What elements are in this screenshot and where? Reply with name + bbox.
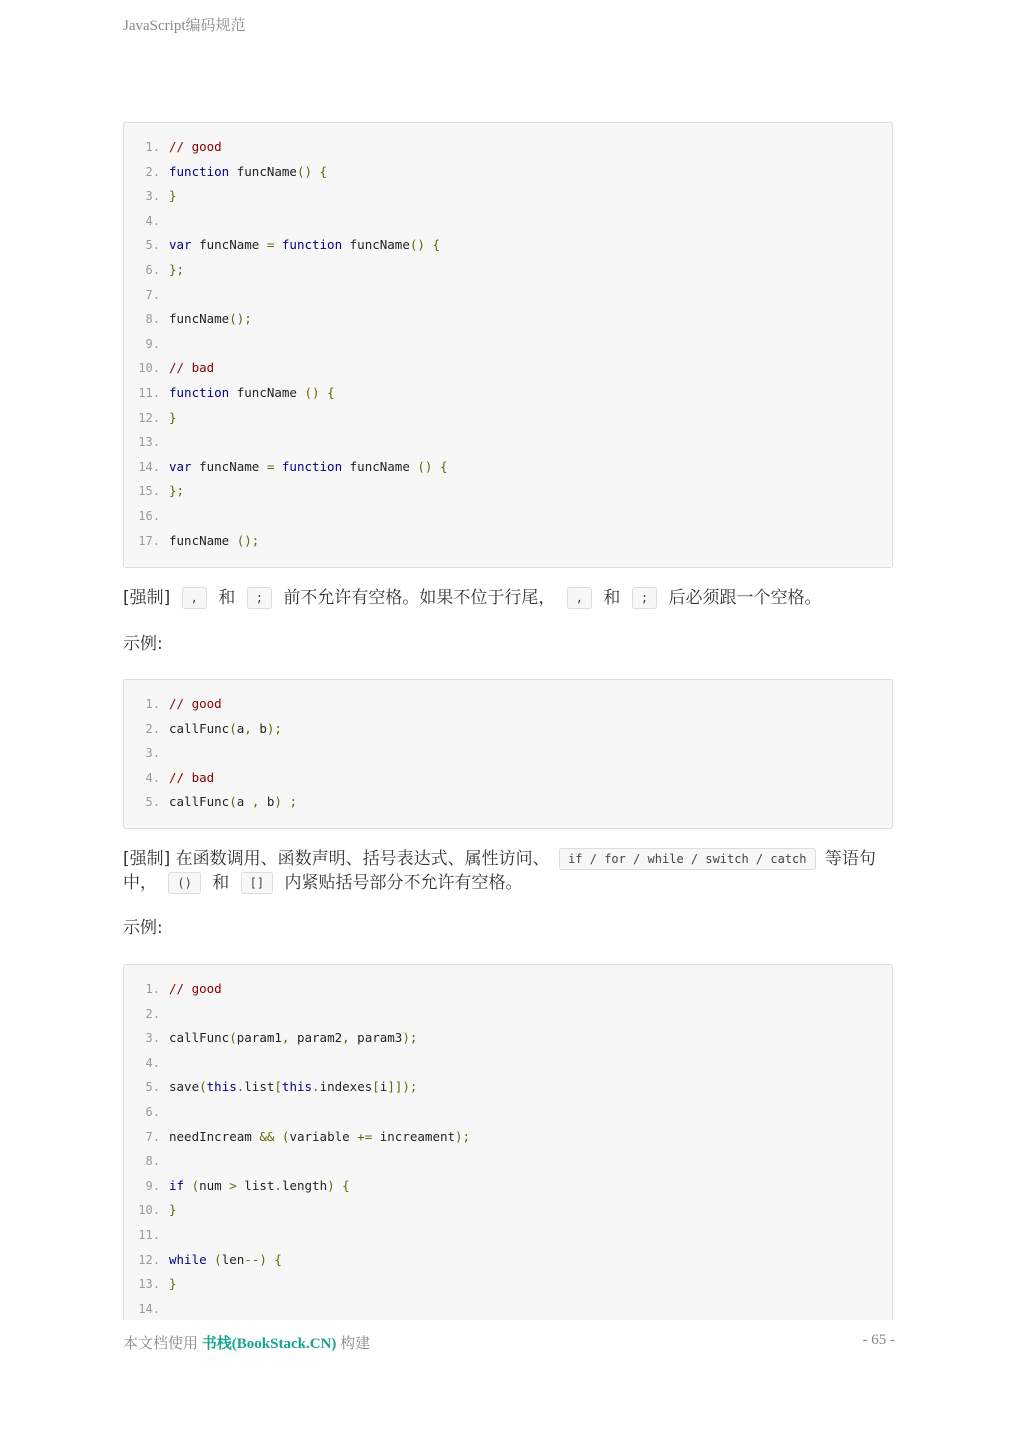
code-line [124,1248,892,1273]
code-token: var [169,458,192,474]
line-number: 12. [138,410,160,425]
code-token: ); [402,1030,418,1046]
code-token: function [169,163,230,179]
code-token [184,1178,192,1193]
code-text [169,455,448,480]
code-text [169,529,259,554]
rule-text: 在函数调用、函数声明、括号表达式、属性访问、 [175,849,550,869]
code-token: } [169,188,177,204]
code-token: b [251,720,267,736]
code-token: num [199,1177,230,1193]
code-line [124,209,892,234]
code-token: // good [169,139,222,154]
code-token: && [259,1128,275,1144]
code-block [123,964,893,1320]
code-token: , [251,794,260,810]
code-token: () [409,237,425,253]
line-number: 5. [145,1080,160,1095]
code-token: += [357,1128,373,1144]
code-token: callFunc [169,720,230,736]
code-line [124,332,892,357]
code-line [124,1002,892,1027]
line-number: 8. [145,312,160,327]
code-token: (); [236,532,260,548]
code-token: . [312,1079,320,1095]
code-token: }; [169,483,185,499]
line-number: 16. [138,508,160,523]
code-text [169,356,214,381]
code-line [124,977,892,1002]
rule-tag: [强制] [123,588,171,608]
example-label: 示例: [123,918,163,938]
code-line [124,1026,892,1051]
code-token [432,459,440,474]
code-token: ) [274,794,282,810]
code-token: funcName [169,532,237,548]
code-token: param1 [236,1030,282,1046]
code-token: } [169,1276,177,1292]
line-number: 4. [145,213,160,228]
code-line [124,692,892,717]
code-token: , [244,720,252,736]
line-number: 11. [138,385,160,400]
code-token: function [281,458,343,474]
code-token: this [281,1079,313,1095]
code-token: ( [199,1079,207,1095]
inline-code: ; [632,587,657,609]
code-line [124,479,892,504]
inline-code: () [168,872,200,894]
code-token: funcName [342,237,410,253]
line-number: 3. [145,189,160,204]
code-line [124,455,892,480]
line-number: 6. [145,1104,160,1119]
code-token: }; [169,261,185,277]
code-token: { [327,384,335,400]
line-number: 1. [145,982,160,996]
code-text [169,766,214,791]
code-token: callFunc [169,1030,230,1046]
code-token: if [169,1177,185,1193]
code-text [169,1075,417,1100]
rule-text: 内紧贴括号部分不允许有空格。 [284,873,523,893]
page-header-title: JavaScript编码规范 [123,18,246,34]
conjunction-text: 和 [212,873,230,893]
code-token: a [236,720,245,736]
inline-code: , [567,587,592,609]
code-token: list [244,1079,275,1095]
code-line [124,790,892,815]
rule-text: 后必须跟一个空格。 [668,588,822,608]
code-token: // bad [169,360,215,376]
line-number: 14. [138,1301,160,1316]
code-token: save [169,1079,200,1095]
code-line [124,233,892,258]
code-token: var [169,237,192,253]
code-token: () [296,163,313,179]
inline-code: if / for / while / switch / catch [559,848,815,870]
code-token: ); [266,720,282,736]
code-token: funcName [229,163,297,179]
code-text [169,1125,470,1150]
code-token: { [439,458,448,474]
line-number: 14. [138,459,160,474]
code-text [169,1248,282,1273]
code-line [124,766,892,791]
code-token: ); [455,1128,471,1144]
code-token: , [281,1030,290,1046]
code-token: () [417,458,433,474]
code-token: (); [229,311,252,327]
code-text [169,1026,417,1051]
line-number: 10. [138,1203,160,1218]
code-text [169,184,177,209]
code-token: // bad [169,769,215,785]
code-token: funcName [191,458,267,474]
code-token: () [304,384,320,400]
code-token: } [169,409,177,425]
code-token: len [221,1251,245,1267]
line-number: 17. [138,533,160,548]
code-token: while [169,1251,207,1267]
code-token: ( [229,1030,237,1046]
code-token: funcName [191,237,267,253]
code-token: param2 [289,1030,343,1046]
code-text [169,479,184,504]
code-line [124,1272,892,1297]
code-token: funcName [229,384,305,400]
footer-credit [123,1332,370,1353]
code-token: --) [244,1251,267,1267]
code-token: this [206,1079,237,1095]
code-line [124,283,892,308]
code-token [274,1129,282,1144]
code-token: { [342,1177,350,1193]
code-token: , [342,1030,350,1046]
code-block [123,679,893,829]
code-line [124,1051,892,1076]
code-token: list [236,1177,275,1193]
code-text [169,1198,177,1223]
code-line [124,258,892,283]
code-token: ( [191,1177,200,1193]
code-text [169,717,282,742]
code-line [124,1223,892,1248]
code-text [169,406,177,431]
line-number: 9. [145,336,160,351]
code-line [124,504,892,529]
inline-code: , [182,587,207,609]
code-token: increament [372,1128,456,1144]
code-token: param3 [349,1030,403,1046]
code-token: ; [289,794,297,810]
code-text [169,692,222,717]
line-number: 13. [138,435,160,450]
code-text [169,1272,177,1297]
code-text [169,135,222,160]
rule-paragraph-spacing-comma-semicolon [123,586,895,610]
code-token: indexes [319,1079,373,1095]
code-token: ) [327,1177,335,1193]
line-number: 1. [145,140,160,154]
code-token: . [274,1177,282,1193]
code-line [124,430,892,455]
code-token: > [229,1177,237,1193]
code-token: { [274,1251,282,1267]
code-line [124,1075,892,1100]
code-token: { [319,163,328,179]
footer-suffix: 构建 [340,1336,371,1352]
line-number: 11. [138,1227,160,1242]
line-number: 6. [145,262,160,277]
code-token: . [236,1079,245,1095]
line-number: 5. [145,238,160,253]
code-token: function [281,237,343,253]
code-token: length [281,1177,328,1193]
code-token: ( [281,1128,290,1144]
line-number: 2. [145,164,160,179]
code-token: ( [229,720,237,736]
code-block [123,122,893,568]
code-token [312,164,320,179]
code-token: [ [274,1079,282,1095]
code-line [124,184,892,209]
line-number: 8. [145,1154,160,1169]
line-number: 4. [145,1055,160,1070]
code-line [124,356,892,381]
conjunction-text: 和 [603,588,621,608]
code-line [124,1174,892,1199]
line-number: 3. [145,1031,160,1046]
code-token: function [169,384,230,400]
code-line [124,741,892,766]
code-token: ]]); [387,1079,418,1095]
line-number: 12. [138,1252,160,1267]
code-token [274,237,282,252]
code-token: i [379,1079,388,1095]
code-line [124,529,892,554]
code-token: callFunc [169,794,230,810]
code-line [124,1100,892,1125]
example-label: 示例: [123,634,163,654]
line-number: 7. [145,287,160,302]
line-number: 5. [145,795,160,810]
rule-text: 前不允许有空格。如果不位于行尾， [283,588,556,608]
rule-text: 等语句中， [123,849,876,893]
code-token: = [266,237,275,253]
line-number: 2. [145,721,160,736]
code-line [124,307,892,332]
code-token [274,459,282,474]
code-token: variable [289,1128,358,1144]
code-text [169,307,252,332]
code-line [124,381,892,406]
code-token: ( [214,1251,222,1267]
page-number: - 65 - [862,1332,895,1348]
code-text [169,258,184,283]
code-token: needIncream [169,1128,260,1144]
conjunction-text: 和 [218,588,236,608]
line-number: 7. [145,1129,160,1144]
code-token: a [236,794,252,810]
brand-link[interactable]: 书栈(BookStack.CN) [201,1336,337,1352]
line-number: 10. [138,361,160,376]
line-number: 2. [145,1006,160,1021]
code-text [169,160,327,185]
code-token: // good [169,981,222,996]
code-text [169,977,222,1002]
code-line [124,135,892,160]
code-line [124,717,892,742]
code-text [169,790,297,815]
code-token: // good [169,696,222,711]
line-number: 1. [145,697,160,711]
code-token [320,385,328,400]
inline-code: [] [241,872,273,894]
code-text [169,233,440,258]
inline-code: ; [247,587,272,609]
line-number: 13. [138,1277,160,1292]
code-token: ( [229,794,237,810]
code-text [169,381,335,406]
code-token: { [432,237,440,253]
line-number: 4. [145,770,160,785]
rule-paragraph-spacing-brackets [123,847,895,895]
code-line [124,160,892,185]
code-token: = [266,458,275,474]
line-number: 15. [138,484,160,499]
code-line [124,1297,892,1320]
code-line [124,406,892,431]
code-token: } [169,1202,177,1218]
code-token: funcName [169,311,230,327]
footer-prefix: 本文档使用 [123,1336,199,1352]
code-line [124,1149,892,1174]
code-token: [ [372,1079,380,1095]
rule-tag: [强制] [123,849,171,869]
code-token: b [259,794,275,810]
line-number: 3. [145,746,160,761]
line-number: 9. [145,1178,160,1193]
code-text [169,1174,350,1199]
code-token: funcName [342,458,418,474]
code-line [124,1198,892,1223]
code-line [124,1125,892,1150]
